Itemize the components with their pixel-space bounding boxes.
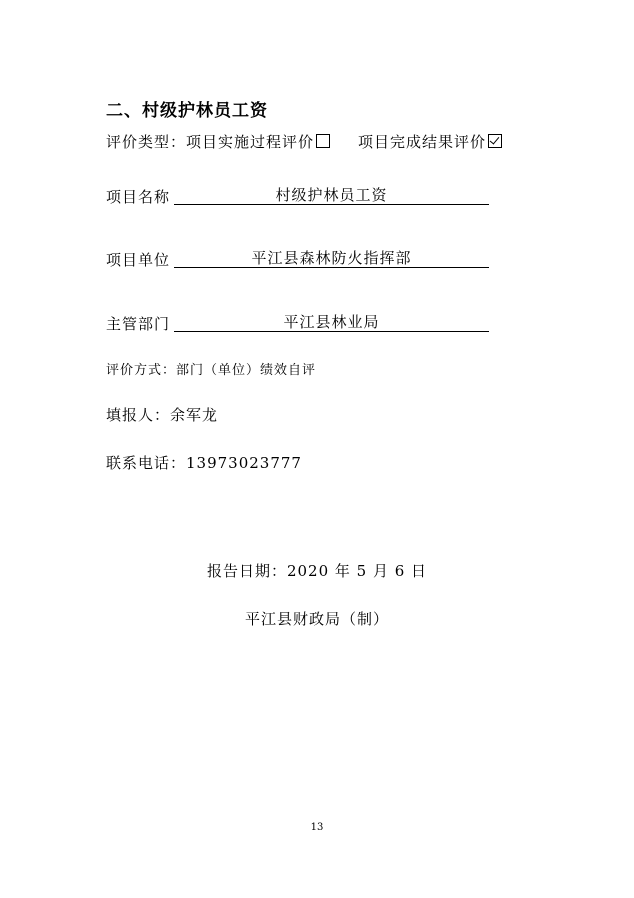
evaluation-type-label: 评价类型： xyxy=(106,133,187,151)
issuer: 平江县财政局（制） xyxy=(244,610,389,628)
authority-label: 主管部门 xyxy=(106,315,171,333)
filler: 填报人：余军龙 xyxy=(106,406,219,424)
option-result-label: 项目完成结果评价 xyxy=(358,133,487,151)
project-name-label: 项目名称 xyxy=(106,188,171,206)
option-result-checkbox[interactable] xyxy=(488,134,502,148)
option-process-checkbox[interactable] xyxy=(316,134,330,148)
page-number: 13 xyxy=(310,822,324,833)
option-process-label: 项目实施过程评价 xyxy=(186,133,315,151)
project-unit-label: 项目单位 xyxy=(106,251,171,269)
project-unit-value: 平江县森林防火指挥部 xyxy=(174,247,489,268)
evaluation-type-row xyxy=(106,131,502,152)
evaluation-method: 评价方式：部门（单位）绩效自评 xyxy=(106,363,317,378)
project-name-value: 村级护林员工资 xyxy=(174,184,489,205)
phone: 联系电话：13973023777 xyxy=(106,454,302,472)
report-date: 报告日期：2020 年 5 月 6 日 xyxy=(206,562,428,580)
authority-value: 平江县林业局 xyxy=(174,311,489,332)
section-heading: 二、村级护林员工资 xyxy=(106,101,268,121)
